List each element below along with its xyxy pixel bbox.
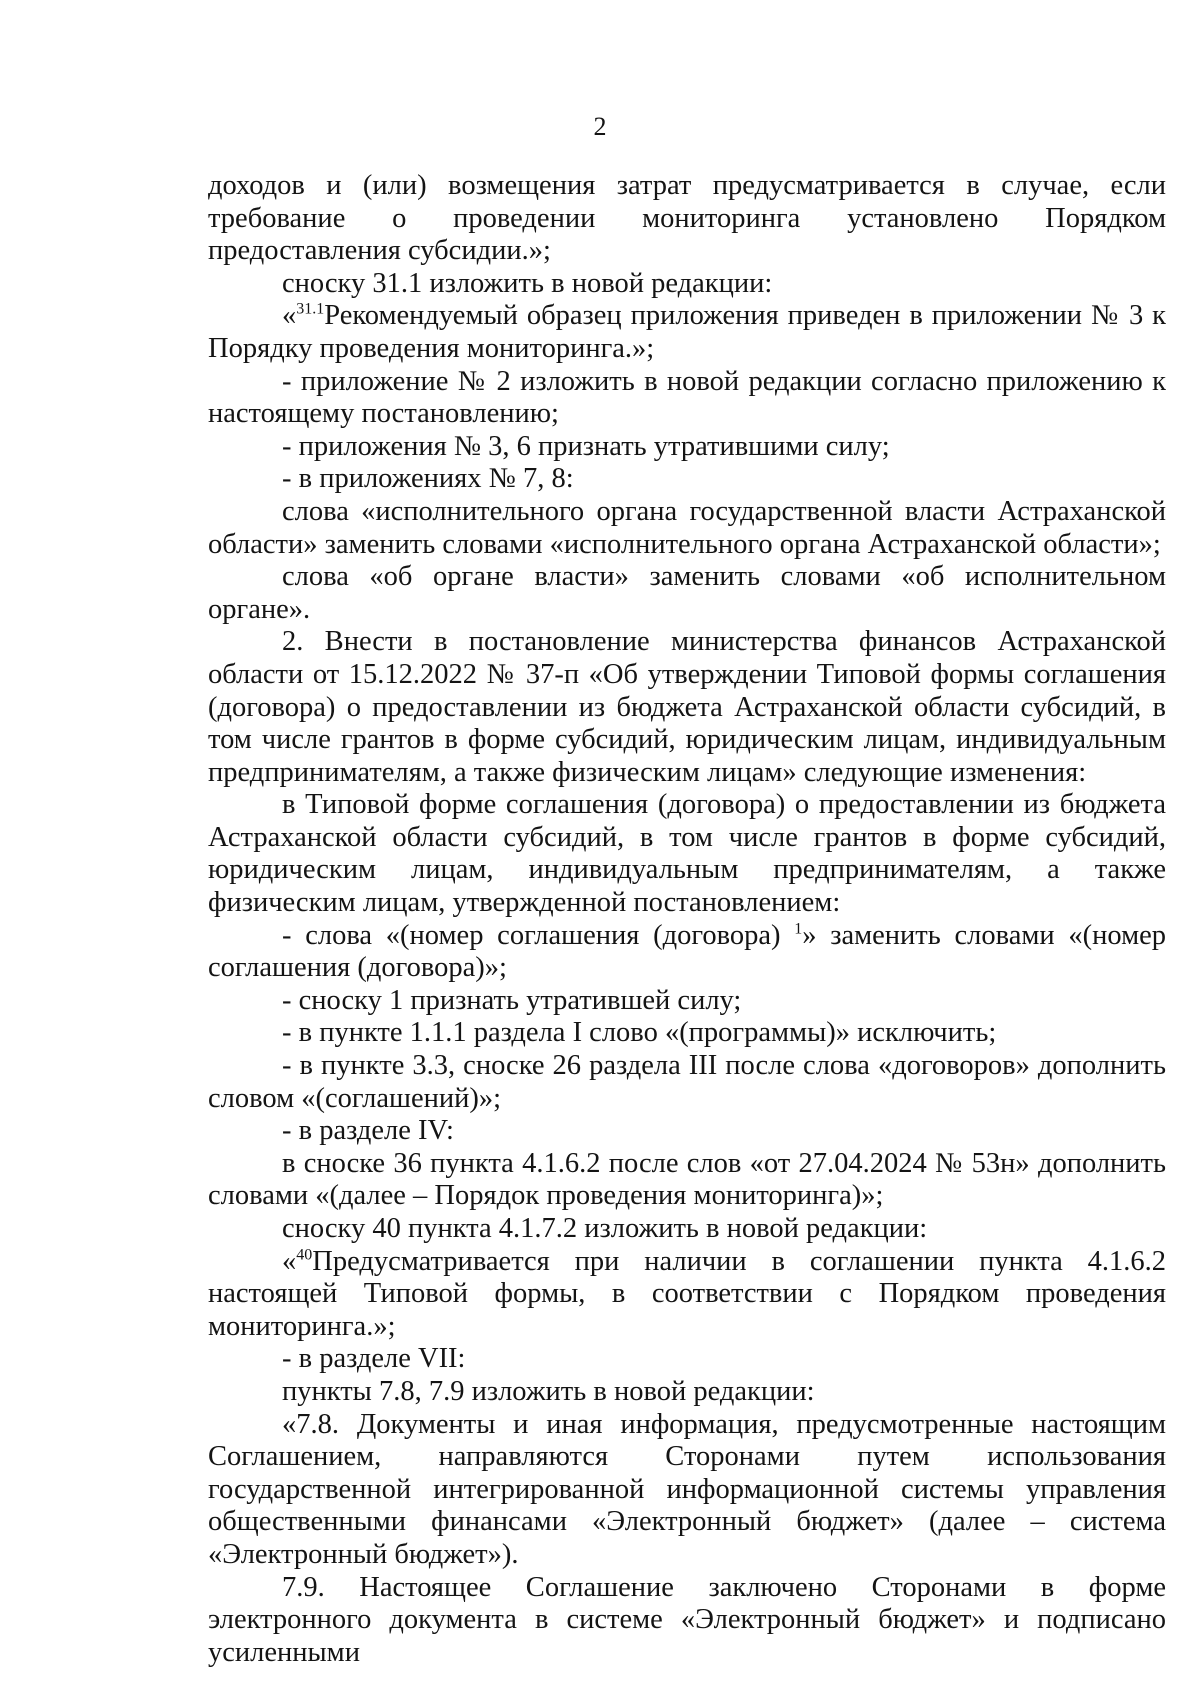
paragraph: 7.9. Настоящее Соглашение заключено Сторонами в форме электронного документа в системе «Электронный бюджет» и подписано усиленными xyxy=(208,1571,1166,1668)
paragraph: 2. Внести в постановление министерства финансов Астраханской области от 15.12.2022 № 37-п «Об утверждении Типовой формы соглашения (договора) о предоставлении из бюджета Астраханской области субсидий, в том числе грантов в форме субсидий, юридическим лицам, индивидуальным предпринимателям, а также физическим лицам» следующие изменения: xyxy=(208,626,1166,788)
paragraph: в Типовой форме соглашения (договора) о предоставлении из бюджета Астраханской области субсидий, в том числе грантов в форме субсидий, юридическим лицам, индивидуальным предпринимателям, а также физическим лицам, утвержденной постановлением: xyxy=(208,789,1166,919)
paragraph: слова «об органе власти» заменить словами «об исполнительном органе». xyxy=(208,561,1166,625)
paragraph: «$^{40}$Предусматривается при наличии в соглашении пункта 4.1.6.2 настоящей Типовой формы, в соответствии с Порядком проведения мониторинга.»; xyxy=(208,1245,1166,1342)
paragraph: в сноске 36 пункта 4.1.6.2 после слов «от 27.04.2024 № 53н» дополнить словами «(далее – Порядок проведения мониторинга)»; xyxy=(208,1147,1166,1212)
paragraph: «$^{31.1}$Рекомендуемый образец приложения приведен в приложении № 3 к Порядку проведения мониторинга.»; xyxy=(208,300,1166,364)
paragraph: - в разделе VII: xyxy=(282,1343,466,1375)
paragraph: «7.8. Документы и иная информация, предусмотренные настоящим Соглашением, направляются Сторонами путем использования государственной интегрированной информационной системы управления общественными финансами «Электронный бюджет» (далее – система «Электронный бюджет»). xyxy=(208,1408,1166,1570)
document-body xyxy=(208,170,1166,1669)
footnote-marker: 31.1 xyxy=(296,300,325,318)
paragraph: сноску 40 пункта 4.1.7.2 изложить в новой редакции: xyxy=(282,1213,928,1244)
paragraph: - в пункте 1.1.1 раздела I слово «(программы)» исключить; xyxy=(282,1017,997,1049)
paragraph: - сноску 1 признать утратившей силу; xyxy=(282,984,742,1016)
paragraph: пункты 7.8, 7.9 изложить в новой редакции: xyxy=(282,1375,815,1407)
footnote-marker: 1 xyxy=(794,920,803,938)
paragraph: - приложение № 2 изложить в новой редакции согласно приложению к настоящему постановлению; xyxy=(208,365,1166,430)
paragraph: - в разделе IV: xyxy=(282,1115,454,1147)
paragraph: - в приложениях № 7, 8: xyxy=(282,463,574,495)
paragraph: - слова «(номер соглашения (договора) $^1$» заменить словами «(номер соглашения (договора)»; xyxy=(208,919,1166,984)
page-number: 2 xyxy=(593,112,607,141)
paragraph: - приложения № 3, 6 признать утратившими силу; xyxy=(282,430,890,462)
paragraph: сноску 31.1 изложить в новой редакции: xyxy=(282,267,773,299)
footnote-marker: 40 xyxy=(296,1246,313,1264)
paragraph: - в пункте 3.3, сноске 26 раздела III после слова «договоров» дополнить словом «(соглашений)»; xyxy=(208,1050,1166,1114)
paragraph: слова «исполнительного органа государственной власти Астраханской области» заменить словами «исполнительного органа Астраханской области»; xyxy=(208,495,1166,560)
paragraph: доходов и (или) возмещения затрат предусматривается в случае, если требование о проведении мониторинга установлено Порядком предоставления субсидии.»; xyxy=(208,170,1166,267)
